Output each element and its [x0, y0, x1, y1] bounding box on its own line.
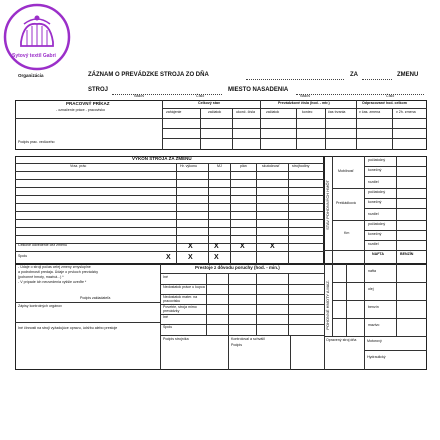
lube-item: mazivo	[368, 323, 380, 327]
lube-item: olej	[368, 287, 374, 291]
x-mark: X	[188, 243, 193, 250]
company-logo	[2, 2, 72, 72]
fuel-group-0: Mobilnosť	[338, 169, 354, 173]
col-prev-koniec: koniec	[302, 110, 313, 114]
output-col-3: skutočnosť	[262, 164, 280, 168]
output-row-line	[15, 251, 324, 252]
downtime-row-label: Spolu	[163, 325, 173, 329]
col-zaciatok: začiatok	[208, 110, 222, 114]
miesto-label: MIESTO NASADENIA	[228, 87, 289, 93]
fuel-row-label: počiatočný	[368, 158, 386, 162]
downtime-row-label: Povetrie, stroja mimo prevádzky	[163, 305, 197, 313]
miesto-line	[296, 94, 424, 95]
lube-item: benzín	[368, 305, 379, 309]
note-line: a podrobnosti predaja. Údaje o prvkoch prevádzky	[18, 270, 99, 274]
logo-text: Sytový textil Gabri	[12, 53, 56, 59]
sub-cislo2: Číslo	[386, 94, 395, 98]
work-order-sub: - označenie práce - pracovisko	[56, 108, 105, 112]
fuel-row-line	[364, 250, 427, 251]
downtime-row-label: Nedostatok práce u kupca	[163, 285, 205, 289]
fuel-row-line	[364, 166, 427, 167]
downtime-row-label: Nedostatok mater. na pracovisku	[163, 295, 198, 303]
output-row-line	[15, 195, 324, 196]
page-title: ZÁZNAM O PREVÁDZKE STROJA ZO DŇA	[88, 72, 209, 78]
fuel-state-label: STAV POHONNÝCH HMÔT	[325, 180, 330, 230]
output-col-1: MJ	[217, 164, 222, 168]
lube-row-line	[332, 282, 427, 283]
output-row-line	[15, 179, 324, 180]
x-mark: X	[270, 243, 275, 250]
stroj-line	[112, 94, 222, 95]
output-col-2: plán	[240, 164, 247, 168]
title-zmenu: ZMENU	[397, 72, 419, 78]
work-order-header: PRACOVNÝ PRÍKAZ	[66, 101, 110, 106]
machine-output-table	[15, 156, 324, 264]
downtime-row-line	[160, 314, 324, 315]
note-line: - Údaje o stroji počas celej zmeny zmysluplne	[18, 265, 91, 269]
output-row-total: Celkové odvedenie cez zmenu	[18, 243, 67, 247]
note-line: (pohonné hmoty, mazivá...) *	[18, 275, 64, 279]
bottom-pridel: Iné činnosti na stroji vyžadujúce opravu, údržbu alebo prestoje	[18, 326, 118, 330]
col-odpr-2: v 2h. zmena	[396, 110, 416, 114]
col-zahajenie: zahájenie	[166, 110, 182, 114]
fuel-nafta: NAFTA	[372, 252, 384, 256]
col-ukonc: ukonč. čísla	[236, 110, 255, 114]
fuel-row-line	[364, 176, 427, 177]
notes-signature: Podpis zakladateľa	[80, 296, 111, 300]
x-mark: X	[214, 243, 219, 250]
fuel-benzin: BENZÍN	[400, 252, 414, 256]
output-col-4: strojhodiny	[292, 164, 310, 168]
col-prev-trvanie: čas trvania	[328, 110, 346, 114]
output-row-line	[15, 203, 324, 204]
motor-label: Motorový	[367, 339, 382, 343]
fuel-row-label: počiatočný	[368, 190, 386, 194]
fuel-group-1: Prekládková	[336, 201, 356, 205]
work-order-signature: Podpis prac. vedúceho	[18, 140, 55, 144]
sign-operator: Podpis strojníka	[163, 337, 189, 341]
fuel-row-label: rozdiel	[368, 242, 379, 246]
output-row-line	[15, 211, 324, 212]
fuel-row-label: konečný	[368, 168, 382, 172]
fuel-row-label: počiatočný	[368, 222, 386, 226]
fuel-row-label: rozdiel	[368, 212, 379, 216]
downtime-row-label: Iné	[163, 275, 168, 279]
x-mark: X	[214, 254, 219, 261]
output-col-work: Vraz. prác	[70, 164, 87, 168]
worked-hours-header: Odpracované hod. celkom	[362, 101, 407, 105]
inspection-entries: Zápisy kontrolných orgánov	[18, 304, 62, 308]
output-title: VÝKON STROJA ZA ZMENU	[132, 156, 192, 161]
fuel-row-label: konečný	[368, 200, 382, 204]
fuel-row-line	[364, 240, 427, 241]
output-row-spolu: Spolu	[18, 254, 28, 258]
operating-numbers-header: Prevádzkové čísla (hod. - mtr.)	[278, 101, 330, 105]
output-row-line	[15, 219, 324, 220]
total-state-header: Celkový stav	[198, 101, 220, 105]
lube-row-line	[332, 300, 427, 301]
col-odpr-1: v čas. zmena	[359, 110, 381, 114]
shift-line	[362, 79, 392, 80]
x-mark: X	[166, 254, 171, 261]
checked-approved: Kontroloval a schválil	[231, 337, 265, 341]
fuel-row-line	[364, 208, 427, 209]
lube-item: nafta	[368, 269, 376, 273]
fuel-row-label: konečný	[368, 232, 382, 236]
fuel-row-line	[364, 230, 427, 231]
title-za: ZA	[350, 72, 358, 78]
repaired-on: Opravený stroj dňa	[326, 338, 357, 342]
fuel-row-line	[364, 188, 427, 189]
org-code: Organizácia	[18, 73, 44, 78]
output-col-0: Hr. výkonu	[180, 164, 197, 168]
sign-label: Podpis	[231, 343, 242, 347]
output-row-line	[15, 235, 324, 236]
x-mark: X	[240, 243, 245, 250]
x-mark: X	[188, 254, 193, 261]
downtime-row-label: Iné	[163, 315, 168, 319]
note-line: - V prípade ich neuvedenia vyššie uveďte *	[18, 280, 87, 284]
lube-row-line	[332, 318, 427, 319]
hydraulic-label: Hydraulický	[367, 355, 386, 359]
output-row-line	[15, 187, 324, 188]
stroj-label: STROJ	[88, 87, 109, 93]
fuel-row-line	[364, 220, 427, 221]
fuel-lube-label: POHONNÉ HMOTY A MAZ.	[325, 280, 330, 330]
sub-cislo: Číslo	[196, 94, 205, 98]
date-line	[246, 79, 344, 80]
output-row-line	[15, 227, 324, 228]
downtime-row-line	[160, 324, 324, 325]
fuel-group-2: Km	[344, 231, 350, 235]
fuel-row-line	[364, 198, 427, 199]
downtime-title: Prestoje z dôvodu poruchy (hod. - min.)	[195, 265, 280, 270]
sub-nazov: Názov	[134, 94, 145, 98]
sub-nazov2: Názov	[300, 94, 311, 98]
fuel-row-label: rozdiel	[368, 180, 379, 184]
col-prev-zaciatok: začiatok	[266, 110, 280, 114]
